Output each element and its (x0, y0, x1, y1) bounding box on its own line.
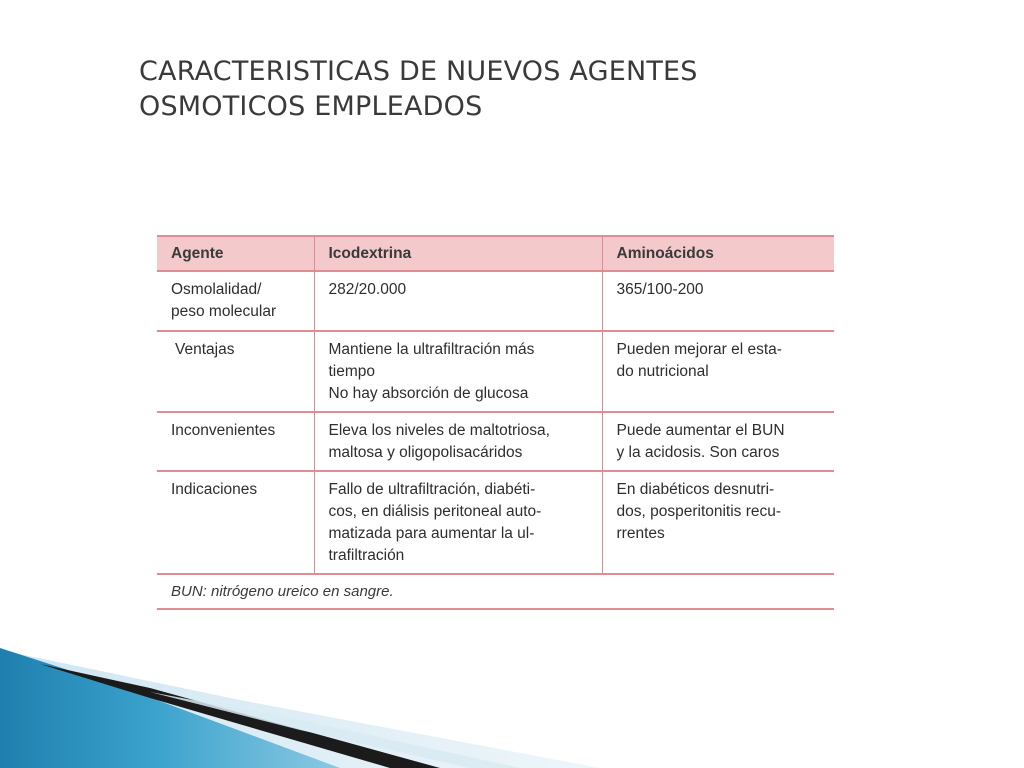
row-label (157, 412, 314, 471)
cell-line: No hay absorción de glucosa (328, 385, 529, 402)
icodextrina-cell (314, 331, 602, 412)
cell-line: Eleva los niveles de maltotriosa, (328, 422, 550, 439)
osmotic-agents-table (157, 235, 834, 610)
cell-line: Fallo de ultrafiltración, diabéti- (328, 481, 536, 498)
cell-line: do nutricional (616, 363, 709, 380)
blue-band (0, 648, 340, 768)
cell-line: Mantiene la ultrafiltración más (328, 341, 535, 358)
cell-line: Osmolalidad/ (171, 281, 262, 298)
title-line-1: CARACTERISTICAS DE NUEVOS AGENTES (139, 56, 698, 87)
cell-line: peso molecular (171, 303, 277, 320)
decorative-corner-swoosh (0, 640, 1024, 768)
row-label (157, 471, 314, 574)
table-row-osmolalidad (157, 271, 834, 331)
table-row-inconvenientes (157, 412, 834, 471)
cell-line: En diabéticos desnutri- (616, 481, 775, 498)
row-label (157, 331, 314, 412)
cell-line: 282/20.000 (328, 281, 407, 298)
table-row-indicaciones (157, 471, 834, 574)
title-line-2: OSMOTICOS EMPLEADOS (139, 91, 483, 122)
aminoacidos-cell (602, 331, 834, 412)
comparison-table (157, 235, 834, 575)
cell-line: y la acidosis. Son caros (616, 444, 780, 461)
cell-line: Indicaciones (171, 481, 258, 498)
slide-title (139, 54, 899, 124)
header-icodextrina: Icodextrina (314, 236, 602, 271)
table-header-row (157, 236, 834, 271)
aminoacidos-cell (602, 271, 834, 331)
cell-line: Ventajas (175, 341, 235, 358)
row-label (157, 271, 314, 331)
cell-line: 365/100-200 (616, 281, 704, 298)
cell-line: cos, en diálisis peritoneal auto- (328, 503, 542, 520)
icodextrina-cell (314, 412, 602, 471)
cell-line: Pueden mejorar el esta- (616, 341, 782, 358)
cell-line: dos, posperitonitis recu- (616, 503, 782, 520)
aminoacidos-cell (602, 471, 834, 574)
header-aminoacidos: Aminoácidos (602, 236, 834, 271)
aminoacidos-cell (602, 412, 834, 471)
table-footnote: BUN: nitrógeno ureico en sangre. (157, 575, 834, 610)
icodextrina-cell (314, 471, 602, 574)
cell-line: maltosa y oligopolisacáridos (328, 444, 523, 461)
cell-line: Inconvenientes (171, 422, 276, 439)
table-row-ventajas (157, 331, 834, 412)
cell-line: Puede aumentar el BUN (616, 422, 785, 439)
cell-line: matizada para aumentar la ul- (328, 525, 535, 542)
cell-line: tiempo (328, 363, 376, 380)
cell-line: trafiltración (328, 547, 405, 564)
header-agente: Agente (157, 236, 314, 271)
icodextrina-cell (314, 271, 602, 331)
cell-line: rrentes (616, 525, 665, 542)
